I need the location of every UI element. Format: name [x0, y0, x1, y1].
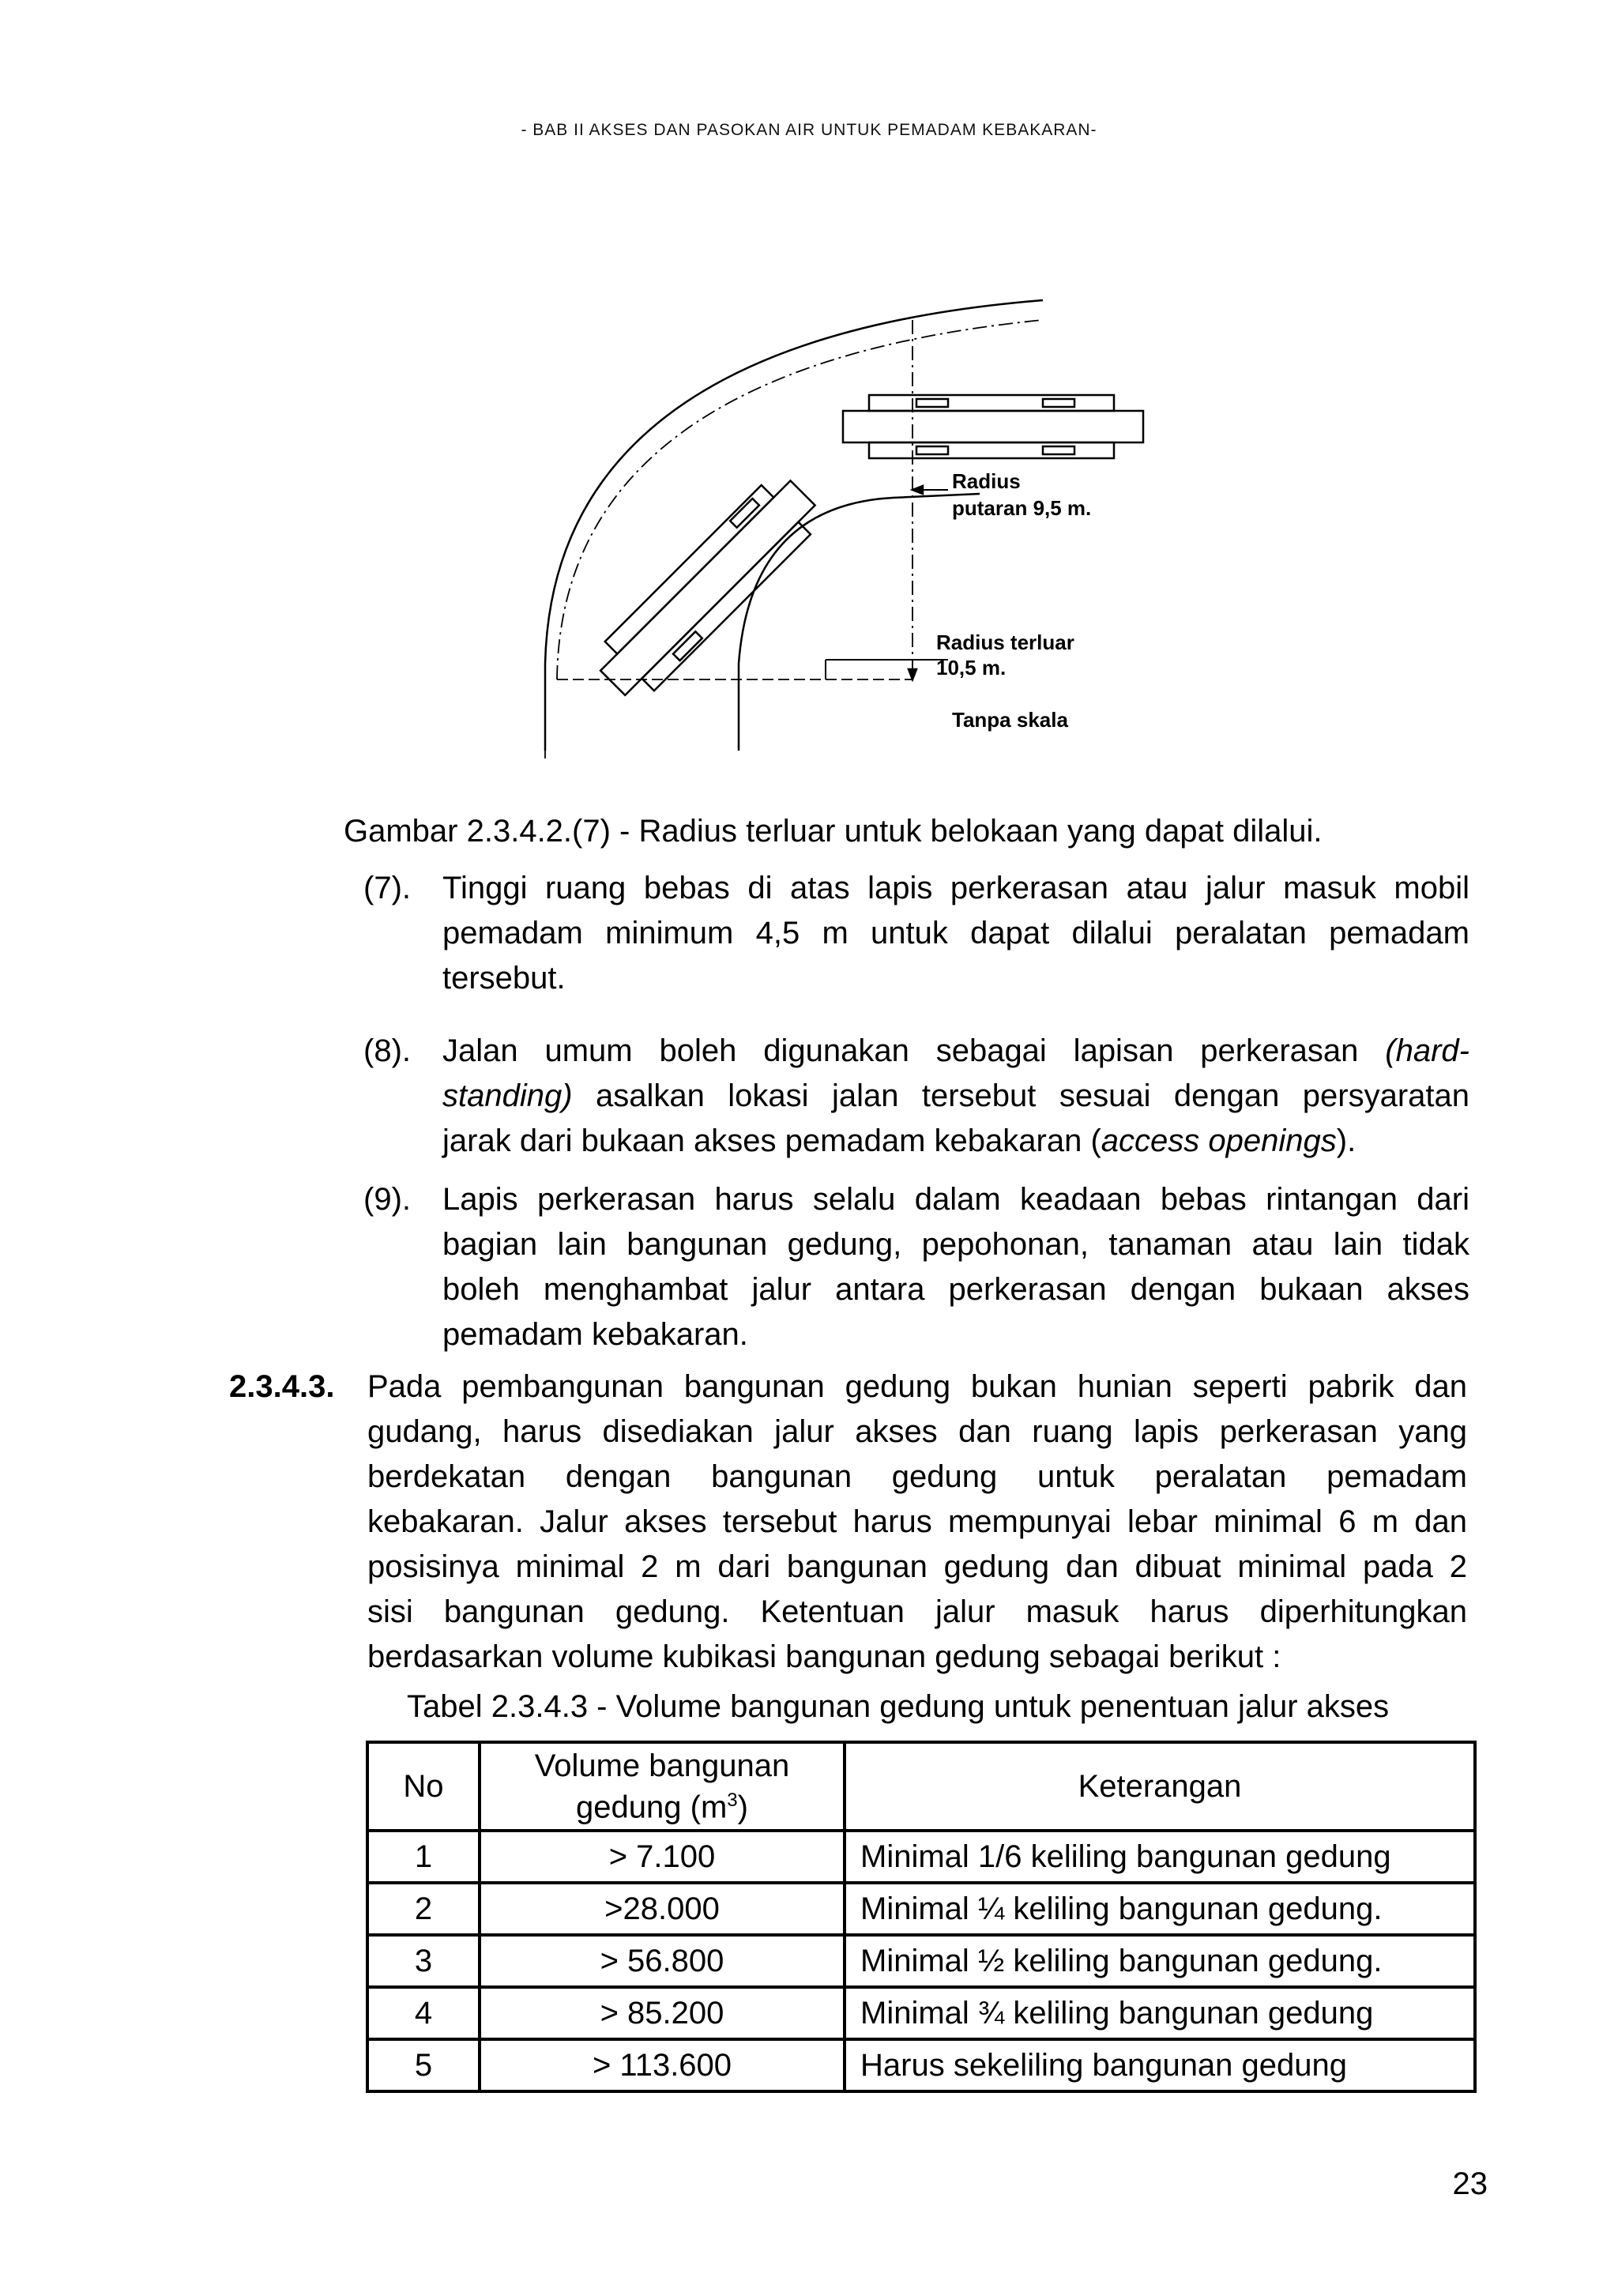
text-line: pemadam minimum 4,5 m untuk dapat dilalui peralatan pemadam [442, 916, 1469, 950]
label-radius-terluar-2: 10,5 m. [936, 656, 1007, 679]
text-line: boleh menghambat jalur antara perkerasan dengan bukaan akses [442, 1272, 1469, 1307]
cell-no: 5 [367, 2039, 480, 2091]
cell-keterangan: Minimal ½ keliling bangunan gedung. [845, 1935, 1475, 1987]
truck-body-top [843, 411, 1143, 442]
item-number: (9). [363, 1182, 411, 1217]
text-line: gudang, harus disediakan jalur akses dan ruang lapis perkerasan yang [367, 1414, 1467, 1449]
table-header-row [367, 1742, 1475, 1831]
cell-volume: > 56.800 [480, 1935, 845, 1987]
item-text [442, 1029, 1469, 1164]
turning-radius-diagram [521, 292, 1201, 766]
table-row [367, 1831, 1475, 1883]
cell-volume: > 7.100 [480, 1831, 845, 1883]
turning-radius-figure [521, 292, 1201, 766]
text-line: sisi bangunan gedung. Ketentuan jalur masuk harus diperhitungkan [367, 1594, 1467, 1629]
table-row [367, 1935, 1475, 1987]
text-line: standing) asalkan lokasi jalan tersebut sesuai dengan persyaratan [442, 1078, 1469, 1113]
cell-volume: > 85.200 [480, 1987, 845, 2039]
text-line: tersebut. [442, 961, 566, 996]
table-row [367, 1883, 1475, 1935]
text-line: Pada pembangunan bangunan gedung bukan hunian seperti pabrik dan [367, 1369, 1467, 1404]
cell-volume: > 113.600 [480, 2039, 845, 2091]
section-number: 2.3.4.3. [229, 1369, 335, 1404]
header-keterangan: Keterangan [845, 1742, 1475, 1831]
cell-keterangan: Harus sekeliling bangunan gedung [845, 2039, 1475, 2091]
cell-keterangan: Minimal ¼ keliling bangunan gedung. [845, 1883, 1475, 1935]
item-text [442, 1177, 1469, 1357]
figure-caption: Gambar 2.3.4.2.(7) - Radius terluar untuk belokaan yang dapat dilalui. [344, 814, 1323, 849]
label-radius-putaran-1: Radius [952, 469, 1021, 493]
truck-top-lower [869, 442, 1114, 458]
running-header: - BAB II AKSES DAN PASOKAN AIR UNTUK PEMADAM KEBAKARAN- [521, 121, 1097, 139]
item-number: (8). [363, 1033, 411, 1068]
cell-no: 2 [367, 1883, 480, 1935]
text-line: berdekatan dengan bangunan gedung untuk peralatan pemadam [367, 1459, 1467, 1494]
cell-no: 3 [367, 1935, 480, 1987]
table-row [367, 2039, 1475, 2091]
page-number: 23 [1452, 2166, 1488, 2201]
text-line: Lapis perkerasan harus selalu dalam keadaan bebas rintangan dari [442, 1182, 1469, 1217]
text-line: bagian lain bangunan gedung, pepohonan, tanaman atau lain tidak [442, 1227, 1469, 1262]
text-line: pemadam kebakaran. [442, 1317, 748, 1352]
header-no: No [367, 1742, 480, 1831]
text-line: Tinggi ruang bebas di atas lapis perkerasan atau jalur masuk mobil [442, 871, 1469, 905]
cell-no: 1 [367, 1831, 480, 1883]
truck-top-upper [869, 395, 1114, 411]
cell-keterangan: Minimal ¾ keliling bangunan gedung [845, 1987, 1475, 2039]
section-text [367, 1364, 1467, 1680]
label-radius-putaran-2: putaran 9,5 m. [952, 496, 1092, 520]
text-line: Jalan umum boleh digunakan sebagai lapisan perkerasan (hard- [442, 1033, 1469, 1068]
text-line: kebakaran. Jalur akses tersebut harus mempunyai lebar minimal 6 m dan [367, 1504, 1467, 1539]
volume-table [366, 1741, 1477, 2093]
text-line: berdasarkan volume kubikasi bangunan gedung sebagai berikut : [367, 1639, 1281, 1674]
item-text [442, 866, 1469, 1001]
truck-body-diagonal [600, 480, 815, 695]
cell-keterangan: Minimal 1/6 keliling bangunan gedung [845, 1831, 1475, 1883]
inner-curb-arc [739, 494, 980, 751]
text-line: jarak dari bukaan akses pemadam kebakaran (access openings). [442, 1124, 1356, 1158]
label-scale: Tanpa skala [952, 708, 1068, 732]
cell-volume: >28.000 [480, 1883, 845, 1935]
label-radius-terluar-1: Radius terluar [936, 630, 1074, 654]
table-title: Tabel 2.3.4.3 - Volume bangunan gedung untuk penentuan jalur akses [407, 1689, 1390, 1724]
table-row [367, 1987, 1475, 2039]
text-line: posisinya minimal 2 m dari bangunan gedung dan dibuat minimal pada 2 [367, 1549, 1467, 1584]
cell-no: 4 [367, 1987, 480, 2039]
item-number: (7). [363, 871, 411, 905]
header-volume: Volume bangunan gedung $(m^3)$ [480, 1742, 845, 1831]
